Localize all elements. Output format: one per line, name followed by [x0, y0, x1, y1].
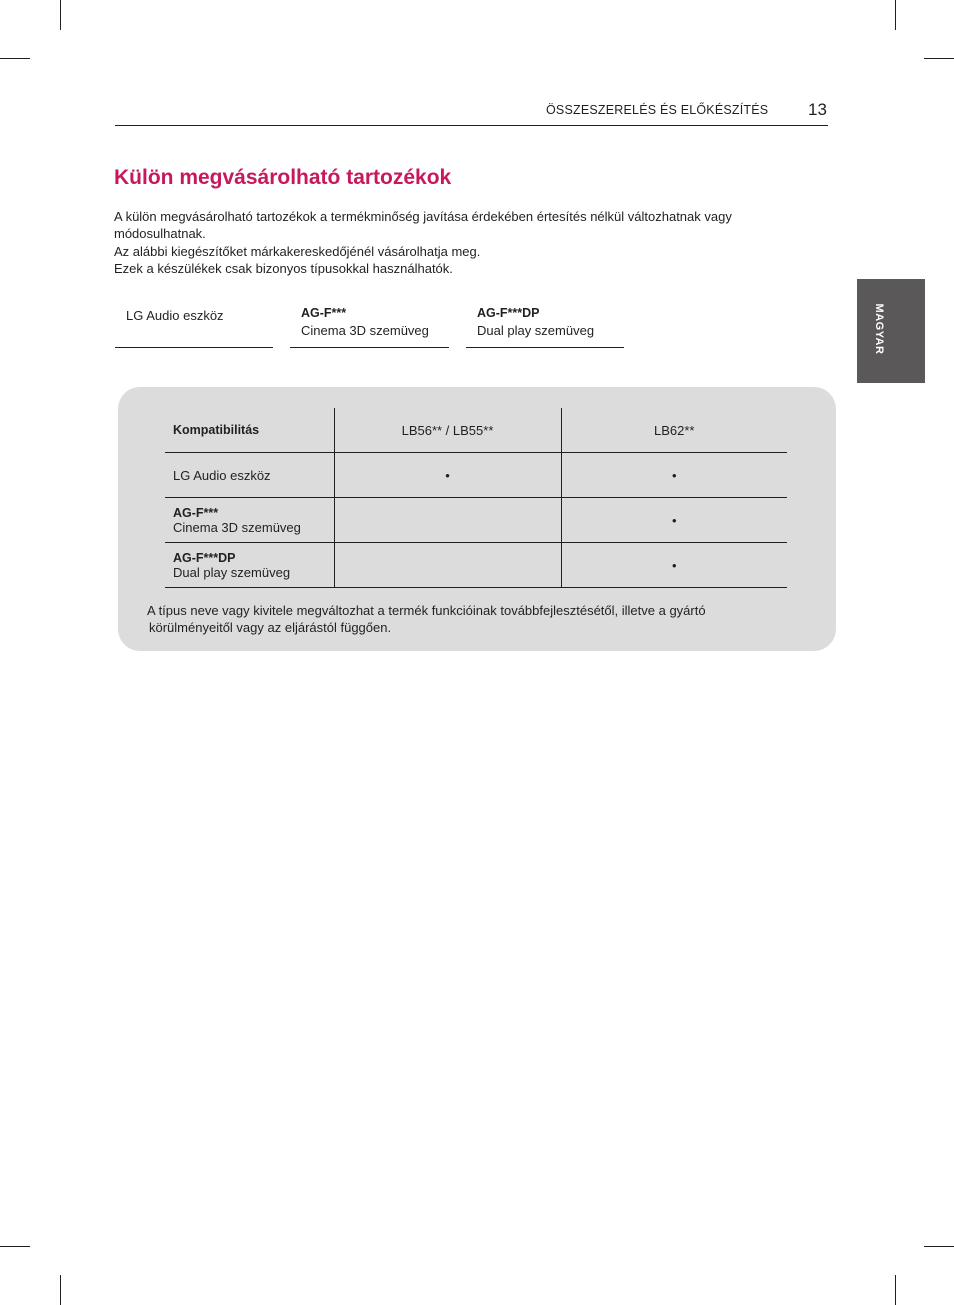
intro-line: módosulhatnak.	[114, 226, 206, 242]
intro-paragraph	[114, 208, 814, 277]
intro-line: Az alábbi kiegészítőket márkakereskedőjénél vásárolhatja meg.	[114, 243, 481, 259]
row-code: AG-F***	[173, 505, 219, 520]
table-cell: •	[334, 453, 561, 498]
note-line: körülményeitől vagy az eljárástól függően.	[149, 620, 392, 635]
table-cell	[165, 453, 334, 498]
compatibility-note	[147, 602, 787, 636]
crop-mark	[60, 1275, 61, 1305]
accessory-name: LG Audio eszköz	[126, 308, 224, 323]
intro-line: Ezek a készülékek csak bizonyos típusokkal használhatók.	[114, 260, 453, 276]
page-number: 13	[808, 100, 827, 119]
table-cell	[334, 498, 561, 543]
table-header-cell: LB56** / LB55**	[334, 408, 561, 453]
table-cell: •	[561, 453, 787, 498]
accessory-dual-play	[466, 305, 624, 348]
crop-mark	[895, 1275, 896, 1305]
row-name: Cinema 3D szemüveg	[173, 519, 301, 535]
row-name: LG Audio eszköz	[173, 467, 271, 483]
accessory-cinema-3d	[290, 305, 449, 348]
table-cell	[334, 543, 561, 588]
crop-mark	[60, 0, 61, 30]
running-header: ÖSSZESZERELÉS ÉS ELŐKÉSZÍTÉS	[546, 103, 769, 117]
table-header-row	[165, 408, 787, 453]
row-code: AG-F***DP	[173, 550, 236, 565]
table-header-cell: Kompatibilitás	[165, 408, 334, 453]
language-tab-label: MAGYAR	[873, 303, 885, 355]
table-header-cell: LB62**	[561, 408, 787, 453]
table-cell: •	[561, 498, 787, 543]
crop-mark	[0, 58, 30, 59]
header-divider	[115, 125, 828, 126]
table-row	[165, 498, 787, 543]
accessory-code: AG-F***	[301, 306, 347, 320]
crop-mark	[0, 1246, 30, 1247]
accessory-code: AG-F***DP	[477, 306, 540, 320]
crop-mark	[924, 1246, 954, 1247]
intro-line: A külön megvásárolható tartozékok a termékminőség javítása érdekében értesítés nélkül változhatnak vagy	[114, 209, 732, 224]
accessory-audio	[115, 305, 273, 348]
compatibility-panel	[118, 387, 836, 651]
accessory-name: Dual play szemüveg	[477, 323, 595, 338]
crop-mark	[895, 0, 896, 30]
table-row	[165, 453, 787, 498]
language-tab	[857, 279, 925, 383]
note-line: A típus neve vagy kivitele megváltozhat a termék funkcióinak továbbfejlesztésétől, illetve a gyártó	[147, 603, 706, 618]
table-cell	[165, 498, 334, 543]
page-title: Külön megvásárolható tartozékok	[114, 166, 452, 189]
table-cell	[165, 543, 334, 588]
table-cell: •	[561, 543, 787, 588]
compatibility-table	[165, 408, 787, 588]
row-name: Dual play szemüveg	[173, 564, 291, 580]
table-row	[165, 543, 787, 588]
crop-mark	[924, 58, 954, 59]
accessory-name: Cinema 3D szemüveg	[301, 323, 429, 338]
